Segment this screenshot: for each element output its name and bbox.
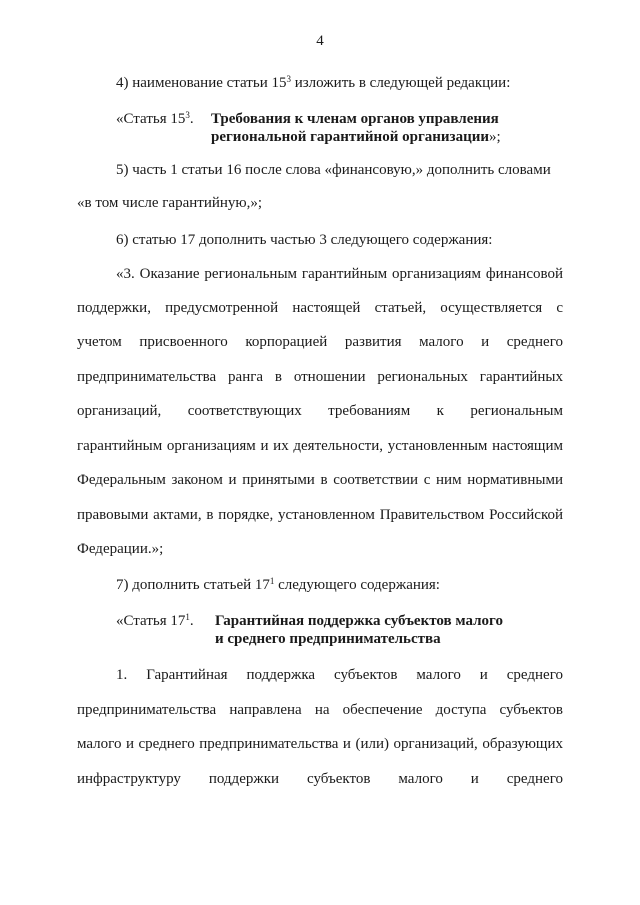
part-1-line4: инфраструктуру поддержки субъектов малого и среднего <box>77 771 563 787</box>
part-3-line7: Федеральным законом и принятыми в соответствии с ним нормативными <box>77 472 563 488</box>
article-17-label-prefix: «Статья 17 <box>116 613 186 629</box>
page-number: 4 <box>316 33 324 49</box>
article-15-title-line2 <box>211 128 501 146</box>
article-17-label <box>116 612 194 630</box>
part-3-line2: поддержки, предусмотренной настоящей статьей, осуществляется с <box>77 300 563 316</box>
item-4-sup: 3 <box>286 74 291 84</box>
article-15-label-prefix: «Статья 15 <box>116 111 186 127</box>
item-4-text: 4) наименование статьи 15 <box>116 75 287 91</box>
article-17-title-line2: и среднего предпринимательства <box>215 631 441 647</box>
part-3-line4: предпринимательства ранга в отношении региональных гарантийных <box>77 369 563 385</box>
part-3-last-line: Федерации.»; <box>77 541 164 557</box>
article-17-title-line1: Гарантийная поддержка субъектов малого <box>215 613 503 629</box>
part-1-line2: предпринимательства направлена на обеспечение доступа субъектов <box>77 702 563 718</box>
article-15-label-suffix: . <box>189 111 194 127</box>
part-1-line3: малого и среднего предпринимательства и (или) организаций, образующих <box>77 736 563 752</box>
part-3-line1: «3. Оказание региональным гарантийным организациям финансовой <box>116 266 563 282</box>
article-17-label-sup: 1 <box>185 612 190 622</box>
item-7-text: 7) дополнить статьей 17 <box>116 577 270 593</box>
part-1-line1: 1. Гарантийная поддержка субъектов малого и среднего <box>116 667 563 683</box>
item-6: 6) статью 17 дополнить частью 3 следующего содержания: <box>116 232 493 248</box>
item-4 <box>116 74 510 92</box>
item-5-line1: 5) часть 1 статьи 16 после слова «финансовую,» дополнить словами <box>116 162 551 178</box>
part-3-line8: правовыми актами, в порядке, установленном Правительством Российской <box>77 507 563 523</box>
article-15-title-line1: Требования к членам органов управления <box>211 111 499 127</box>
article-17-label-suffix: . <box>189 613 194 629</box>
part-3-line6: гарантийным организациям и их деятельности, установленным настоящим <box>77 438 563 454</box>
item-5-line2: «в том числе гарантийную,»; <box>77 195 263 211</box>
item-7 <box>116 576 440 594</box>
item-4-tail: изложить в следующей редакции: <box>290 75 511 91</box>
article-15-title-line2-text: региональной гарантийной организации <box>211 129 489 145</box>
article-15-label <box>116 110 194 128</box>
article-15-label-sup: 3 <box>185 110 190 120</box>
part-3-line5: организаций, соответствующих требованиям к региональным <box>77 403 563 419</box>
item-7-sup: 1 <box>269 576 275 586</box>
article-15-title-tail: »; <box>489 129 501 145</box>
item-7-tail: следующего содержания: <box>274 577 440 593</box>
part-3-line3: учетом присвоенного корпорацией развития малого и среднего <box>77 334 563 350</box>
